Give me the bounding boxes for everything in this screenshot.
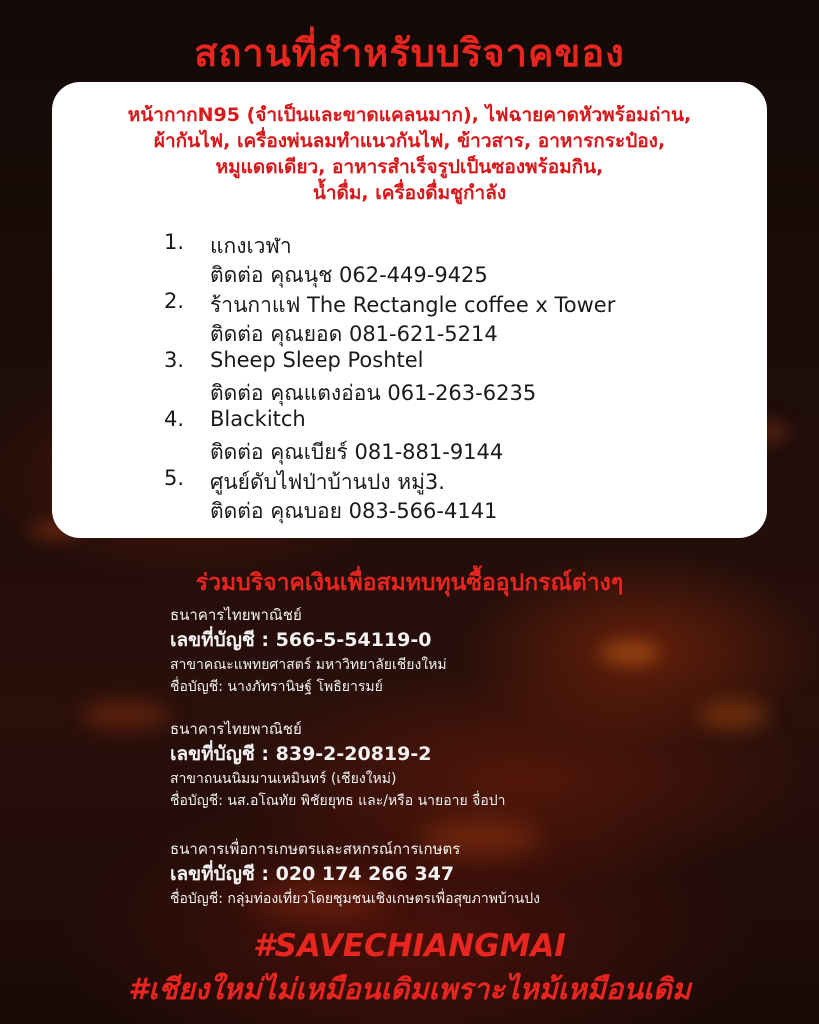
- needed-items-line: น้ำดื่ม, เครื่องดื่มชูกำลัง: [312, 182, 507, 204]
- list-number: 4.: [164, 407, 185, 431]
- donation-items-card: [52, 82, 767, 538]
- location-name: Sheep Sleep Poshtel: [210, 348, 424, 372]
- account-number: เลขที่บัญชี : 020 174 266 347: [170, 863, 455, 885]
- branch-name: สาขาถนนนิมมานเหมินทร์ (เชียงใหม่): [170, 771, 397, 787]
- branch-name: สาขาคณะแพทยศาสตร์ มหาวิทยาลัยเชียงใหม่: [170, 657, 447, 673]
- hashtag-thai: #เชียงใหม่ไม่เหมือนเดิมเพราะไหม้เหมือนเดิม: [128, 972, 691, 1006]
- list-item: [164, 289, 744, 348]
- account-name: ชื่อบัญชี: นางภัทรานิษฐ์ โพธิยารมย์: [170, 679, 383, 695]
- list-item: [164, 466, 744, 525]
- bank-name: ธนาคารไทยพาณิชย์: [170, 720, 302, 738]
- location-name: ร้านกาแฟ The Rectangle coffee x Tower: [210, 293, 616, 317]
- list-number: 2.: [164, 289, 185, 313]
- location-name: Blackitch: [210, 407, 306, 431]
- needed-items-text: [52, 102, 767, 206]
- account-name: ชื่อบัญชี: นส.อโณทัย พิชัยยุทธ และ/หรือ นายอาย จื่อปา: [170, 793, 506, 809]
- bank-account: [170, 838, 540, 910]
- location-contact: ติดต่อ คุณบอย 083-566-4141: [210, 499, 498, 523]
- page-title: สถานที่สำหรับบริจาคของ: [194, 31, 625, 75]
- bank-account: [170, 604, 447, 698]
- list-number: 5.: [164, 466, 185, 490]
- location-contact: ติดต่อ คุณแตงอ่อน 061-263-6235: [210, 381, 537, 405]
- needed-items-line: หมูแดดเดียว, อาหารสำเร็จรูปเป็นซองพร้อมกิน,: [215, 156, 604, 178]
- bank-account: [170, 718, 505, 812]
- location-contact: ติดต่อ คุณเบียร์ 081-881-9144: [210, 440, 504, 464]
- list-number: 3.: [164, 348, 185, 372]
- donation-title: ร่วมบริจาคเงินเพื่อสมทบทุนซื้ออุปกรณ์ต่างๆ: [195, 570, 624, 596]
- list-item: [164, 407, 744, 466]
- list-item: [164, 348, 744, 407]
- list-number: 1.: [164, 230, 185, 254]
- location-name: แกงเวฬา: [210, 234, 292, 258]
- account-number: เลขที่บัญชี : 839-2-20819-2: [170, 743, 432, 765]
- hashtag-savechiangmai: #SAVECHIANGMAI: [253, 928, 566, 964]
- location-contact: ติดต่อ คุณนุช 062-449-9425: [210, 263, 488, 287]
- bank-name: ธนาคารไทยพาณิชย์: [170, 606, 302, 624]
- location-contact: ติดต่อ คุณยอด 081-621-5214: [210, 322, 498, 346]
- location-list: [164, 230, 744, 525]
- account-name: ชื่อบัญชี: กลุ่มท่องเที่ยวโดยชุมชนเชิงเกษตรเพื่อสุขภาพบ้านปง: [170, 891, 540, 907]
- account-number: เลขที่บัญชี : 566-5-54119-0: [170, 629, 432, 651]
- needed-items-line: หน้ากากN95 (จำเป็นและขาดแคลนมาก), ไฟฉายคาดหัวพร้อมถ่าน,: [127, 104, 692, 126]
- list-item: [164, 230, 744, 289]
- location-name: ศูนย์ดับไฟป่าบ้านปง หมู่3.: [210, 470, 445, 494]
- bank-name: ธนาคารเพื่อการเกษตรและสหกรณ์การเกษตร: [170, 840, 461, 858]
- needed-items-line: ผ้ากันไฟ, เครื่องพ่นลมทำแนวกันไฟ, ข้าวสาร, อาหารกระป๋อง,: [153, 130, 666, 152]
